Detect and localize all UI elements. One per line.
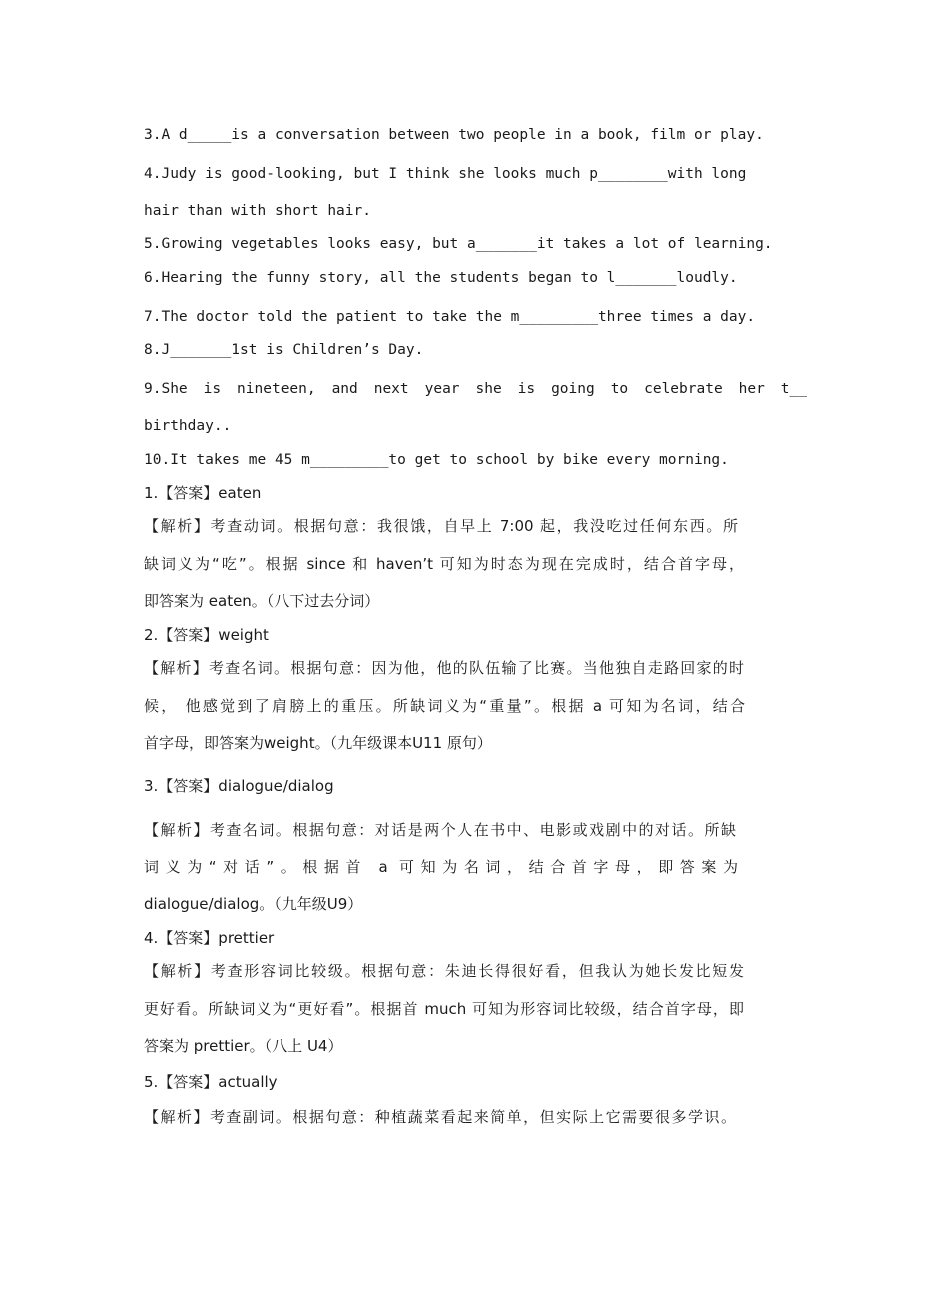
question-7: 7.The doctor told the patient to take the m_________three times a day. [144,309,756,325]
question-9-continued: birthday.. [144,418,232,434]
answer-4-analysis: 【解析】考查形容词比较级。根据句意：朱迪长得很好看，但我认为她长发比短发 [144,962,744,980]
answer-1-analysis-2: 缺词义为“吃”。根据 since 和 haven’t 可知为时态为现在完成时，结合首字母， [144,555,744,573]
answer-1-analysis: 【解析】考查动词。根据句意：我很饿，自早上 7:00 起，我没吃过任何东西。所 [144,517,738,535]
question-10: 10.It takes me 45 m_________to get to school by bike every morning. [144,452,729,468]
answer-1-heading: 1.【答案】eaten [144,484,262,502]
answer-2-analysis-2: 候， 他感觉到了肩膀上的重压。所缺词义为“重量”。根据 a 可知为名词，结合 [144,697,745,715]
answer-5-analysis: 【解析】考查副词。根据句意：种植蔬菜看起来简单，但实际上它需要很多学识。 [144,1108,736,1126]
answer-2-analysis-3: 首字母，即答案为weight。（九年级课本U11 原句） [144,734,492,752]
answer-3-heading: 3.【答案】dialogue/dialog [144,777,334,795]
answer-2-analysis: 【解析】考查名词。根据句意：因为他，他的队伍输了比赛。当他独自走路回家的时 [144,659,744,677]
answer-5-heading: 5.【答案】actually [144,1073,278,1091]
answer-2-heading: 2.【答案】weight [144,626,269,644]
question-5: 5.Growing vegetables looks easy, but a_______it takes a lot of learning. [144,236,773,252]
question-6: 6.Hearing the funny story, all the students began to l_______loudly. [144,270,738,286]
answer-4-heading: 4.【答案】prettier [144,929,275,947]
question-4-continued: hair than with short hair. [144,203,371,219]
answer-3-analysis-2: 词义为“对话”。根据首 a 可知为名词，结合首字母，即答案为 [144,858,738,876]
answer-1-analysis-3: 即答案为 eaten。（八下过去分词） [144,592,380,610]
question-8: 8.J_______1st is Children’s Day. [144,342,424,358]
answer-3-analysis: 【解析】考查名词。根据句意：对话是两个人在书中、电影或戏剧中的对话。所缺 [144,821,736,839]
answer-4-analysis-3: 答案为 prettier。（八上 U4） [144,1037,343,1055]
answer-3-analysis-3: dialogue/dialog。（九年级U9） [144,895,363,913]
answer-4-analysis-2: 更好看。所缺词义为“更好看”。根据首 much 可知为形容词比较级，结合首字母，即 [144,1000,744,1018]
question-3: 3.A d_____is a conversation between two people in a book, film or play. [144,127,764,143]
question-9: 9.She is nineteen, and next year she is going to celebrate her t__ [144,381,807,397]
question-4: 4.Judy is good-looking, but I think she looks much p________with long [144,166,747,182]
